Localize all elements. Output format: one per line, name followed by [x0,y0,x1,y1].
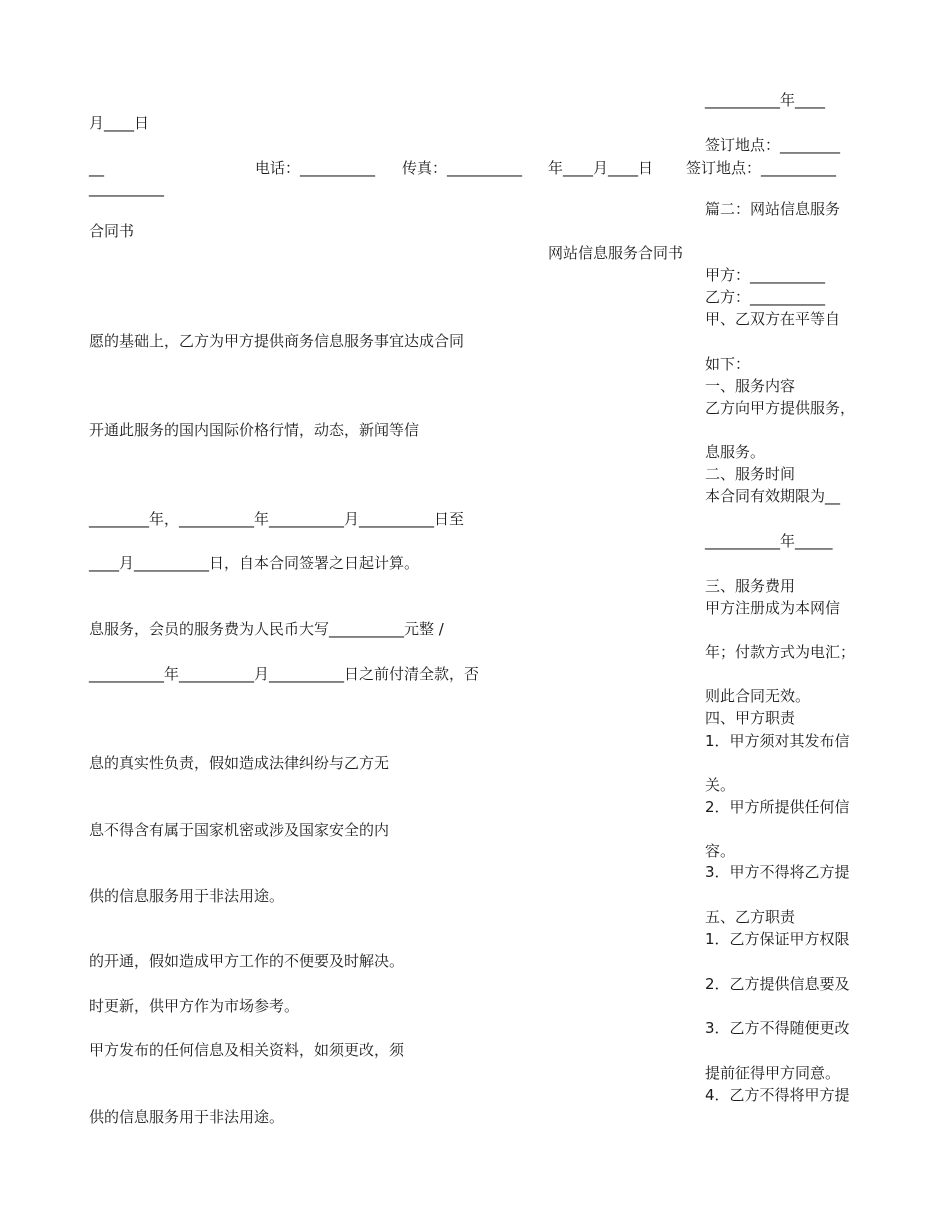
text-line: 供的信息服务用于非法用途。 [89,887,285,905]
section-heading: 二、服务时间 [705,465,796,483]
text-line: 乙方向甲方提供服务， [705,399,856,417]
text-line: 签订地点：__________ [686,159,837,177]
text-line: ________年，__________年__________月__________日至 [89,510,465,528]
text-line: ____月__________日，自本合同签署之日起计算。 [89,554,420,572]
text-line: 4．乙方不得将甲方提 [705,1086,850,1104]
text-line: 时更新，供甲方作为市场参考。 [89,997,300,1015]
text-line: __________年_____ [705,532,833,550]
text-line: 电话：__________ [255,159,376,177]
text-line: 3．乙方不得随便更改 [705,1019,850,1037]
text-line: 供的信息服务用于非法用途。 [89,1108,285,1126]
text-line: 息服务。 [705,443,766,461]
text-line: 2．乙方提供信息要及 [705,975,850,993]
text-line: 如下： [705,355,751,373]
text-line: 签订地点：________ [705,136,841,154]
document-title: 网站信息服务合同书 [548,244,684,262]
section-heading: 一、服务内容 [705,377,796,395]
text-line: 年____月____日 [548,159,654,177]
text-line: 传真：__________ [402,159,523,177]
text-line: 甲方注册成为本网信 [705,599,841,617]
text-line: 1．乙方保证甲方权限 [705,930,850,948]
text-line: __________ [89,179,164,197]
text-line: 提前征得甲方同意。 [705,1064,841,1082]
text-line: 甲、乙双方在平等自 [705,310,841,328]
text-line: 息不得含有属于国家机密或涉及国家安全的内 [89,821,390,839]
text-line: 1．甲方须对其发布信 [705,732,850,750]
text-line: 的开通，假如造成甲方工作的不便要及时解决。 [89,952,405,970]
text-line: 2．甲方所提供任何信 [705,798,850,816]
text-line: 则此合同无效。 [705,687,811,705]
section-heading: 三、服务费用 [705,577,796,595]
text-line: 息的真实性负责，假如造成法律纠纷与乙方无 [89,754,390,772]
text-line: 开通此服务的国内国际价格行情，动态，新闻等信 [89,421,420,439]
text-line: 容。 [705,842,736,860]
text-line: 甲方：__________ [705,266,826,284]
section-heading: 五、乙方职责 [705,908,796,926]
text-line: __ [89,159,104,177]
text-line: 年；付款方式为电汇； [705,643,856,661]
text-line: 乙方：__________ [705,288,826,306]
text-line: 愿的基础上，乙方为甲方提供商务信息服务事宜达成合同 [89,332,465,350]
text-line: 3．甲方不得将乙方提 [705,863,850,881]
text-line: 本合同有效期限为__ [705,487,841,505]
text-line: 甲方发布的任何信息及相关资料，如须更改，须 [89,1041,405,1059]
text-line: __________年__________月__________日之前付清全款，否 [89,665,480,683]
text-line: __________年____ [705,91,826,109]
section-heading: 篇二：网站信息服务 [705,200,841,218]
text-line: 息服务，会员的服务费为人民币大写__________元整 / [89,620,444,638]
section-heading: 四、甲方职责 [705,709,796,727]
text-line: 关。 [705,776,736,794]
text-line: 月____日 [89,114,150,132]
text-line: 合同书 [89,222,135,240]
